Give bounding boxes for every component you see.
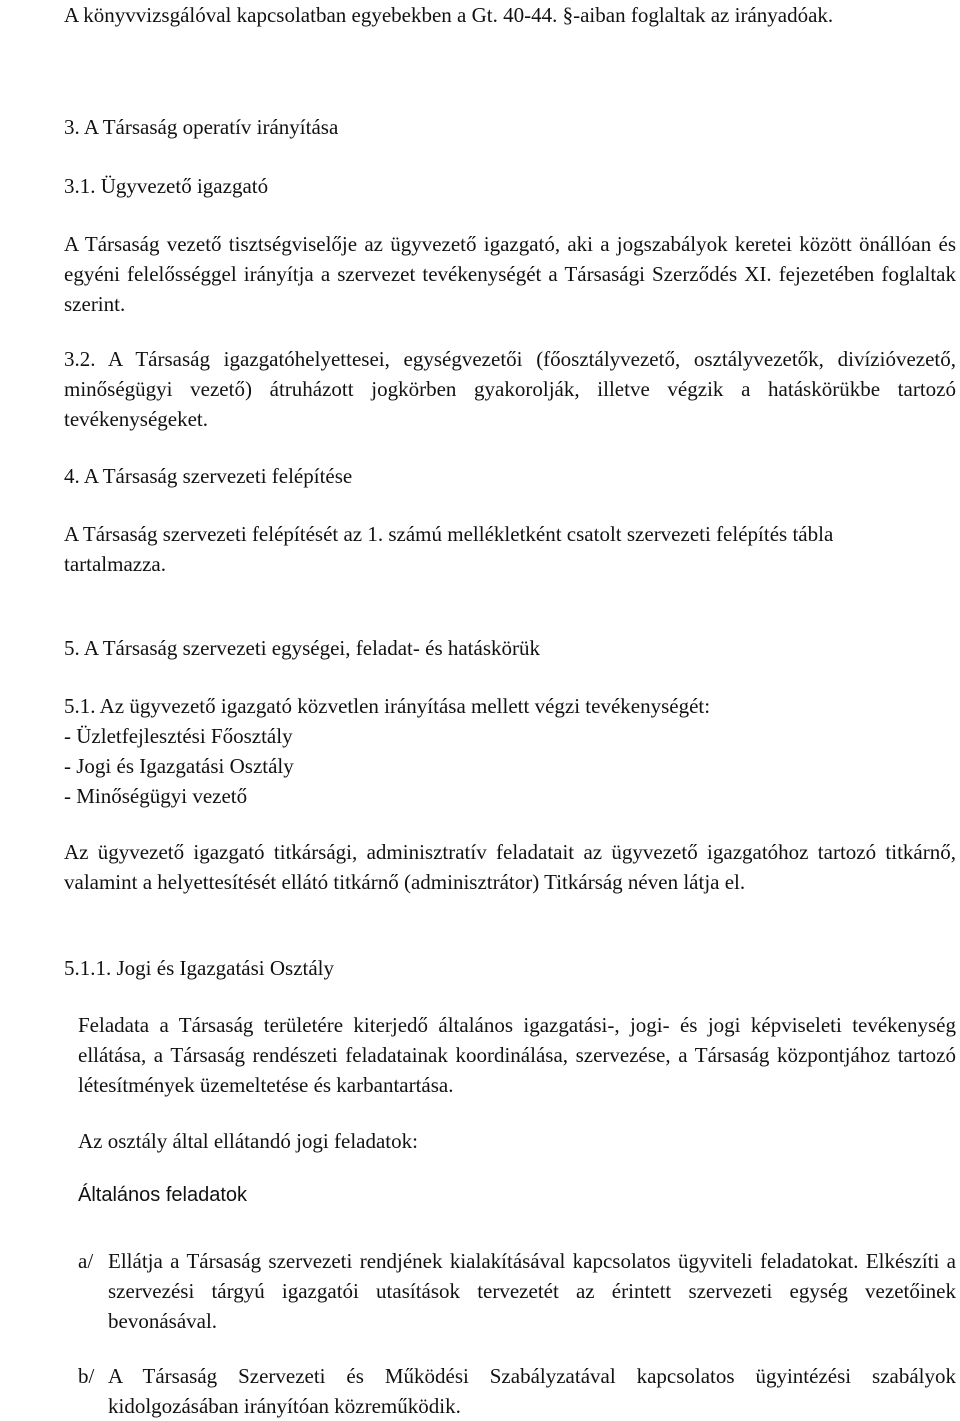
section-5-1-block: [64, 691, 956, 811]
list-marker: a/: [78, 1249, 94, 1273]
section-3-1-paragraph: A Társaság vezető tisztségviselője az ügyvezető igazgató, aki a jogszabályok keretei között önállóan és egyéni felelősséggel irányítja a szervezet tevékenységét a Társasági Szerződés XI. fejezetében foglaltak szerint.: [64, 232, 956, 316]
list-item-text: A Társaság Szervezeti és Működési Szabályzatával kapcsolatos ügyintézési szabályok kidolgozásában irányítóan közreműködik.: [108, 1364, 956, 1418]
intro-paragraph: A könyvvizsgálóval kapcsolatban egyebekben a Gt. 40-44. §-aiban foglaltak az irányadóak.: [64, 3, 834, 27]
section-3-1-heading: 3.1. Ügyvezető igazgató: [64, 174, 269, 198]
list-item: - Jogi és Igazgatási Osztály: [64, 754, 294, 778]
section-3-heading: 3. A Társaság operatív irányítása: [64, 115, 339, 139]
list-item: - Üzletfejlesztési Főosztály: [64, 724, 293, 748]
list-item-a: [78, 1246, 956, 1336]
legal-tasks-heading: Az osztály által ellátandó jogi feladatok:: [78, 1129, 418, 1153]
general-tasks-heading: Általános feladatok: [78, 1184, 248, 1206]
list-marker: b/: [78, 1364, 95, 1388]
section-3-2-paragraph: 3.2. A Társaság igazgatóhelyettesei, egységvezetői (főosztályvezető, osztályvezetők, divízióvezető, minőségügyi vezető) átruházott jogkörben gyakorolják, illetve végzik a hatáskörükbe tartozó tevékenységeket.: [64, 347, 956, 431]
section-5-heading: 5. A Társaság szervezeti egységei, feladat- és hatáskörük: [64, 636, 541, 660]
secretariat-paragraph: Az ügyvezető igazgató titkársági, adminisztratív feladatait az ügyvezető igazgatóhoz tartozó titkárnő, valamint a helyettesítését ellátó titkárnő (adminisztrátor) Titkárság néven látja el.: [64, 840, 956, 894]
section-5-1-1-paragraph: Feladata a Társaság területére kiterjedő általános igazgatási-, jogi- és jogi képviseleti tevékenység ellátása, a Társaság rendészeti feladatainak koordinálása, szervezése, a Társaság központjához tartozó létesítmények üzemeltetése és karbantartása.: [78, 1013, 956, 1097]
section-4-heading: 4. A Társaság szervezeti felépítése: [64, 464, 353, 488]
list-item: - Minőségügyi vezető: [64, 784, 248, 808]
section-5-1-intro: 5.1. Az ügyvezető igazgató közvetlen irányítása mellett végzi tevékenységét:: [64, 694, 711, 718]
list-item-b: [78, 1361, 956, 1421]
section-4-paragraph: A Társaság szervezeti felépítését az 1. számú mellékletként csatolt szervezeti felépítés tábla tartalmazza.: [64, 522, 834, 576]
section-5-1-1-heading: 5.1.1. Jogi és Igazgatási Osztály: [64, 956, 335, 980]
list-item-text: Ellátja a Társaság szervezeti rendjének kialakításával kapcsolatos ügyviteli feladatokat. Elkészíti a szervezési tárgyú igazgatói utasítások tervezetét az érintett szervezeti egység vezetőinek bevonásával.: [108, 1249, 956, 1333]
